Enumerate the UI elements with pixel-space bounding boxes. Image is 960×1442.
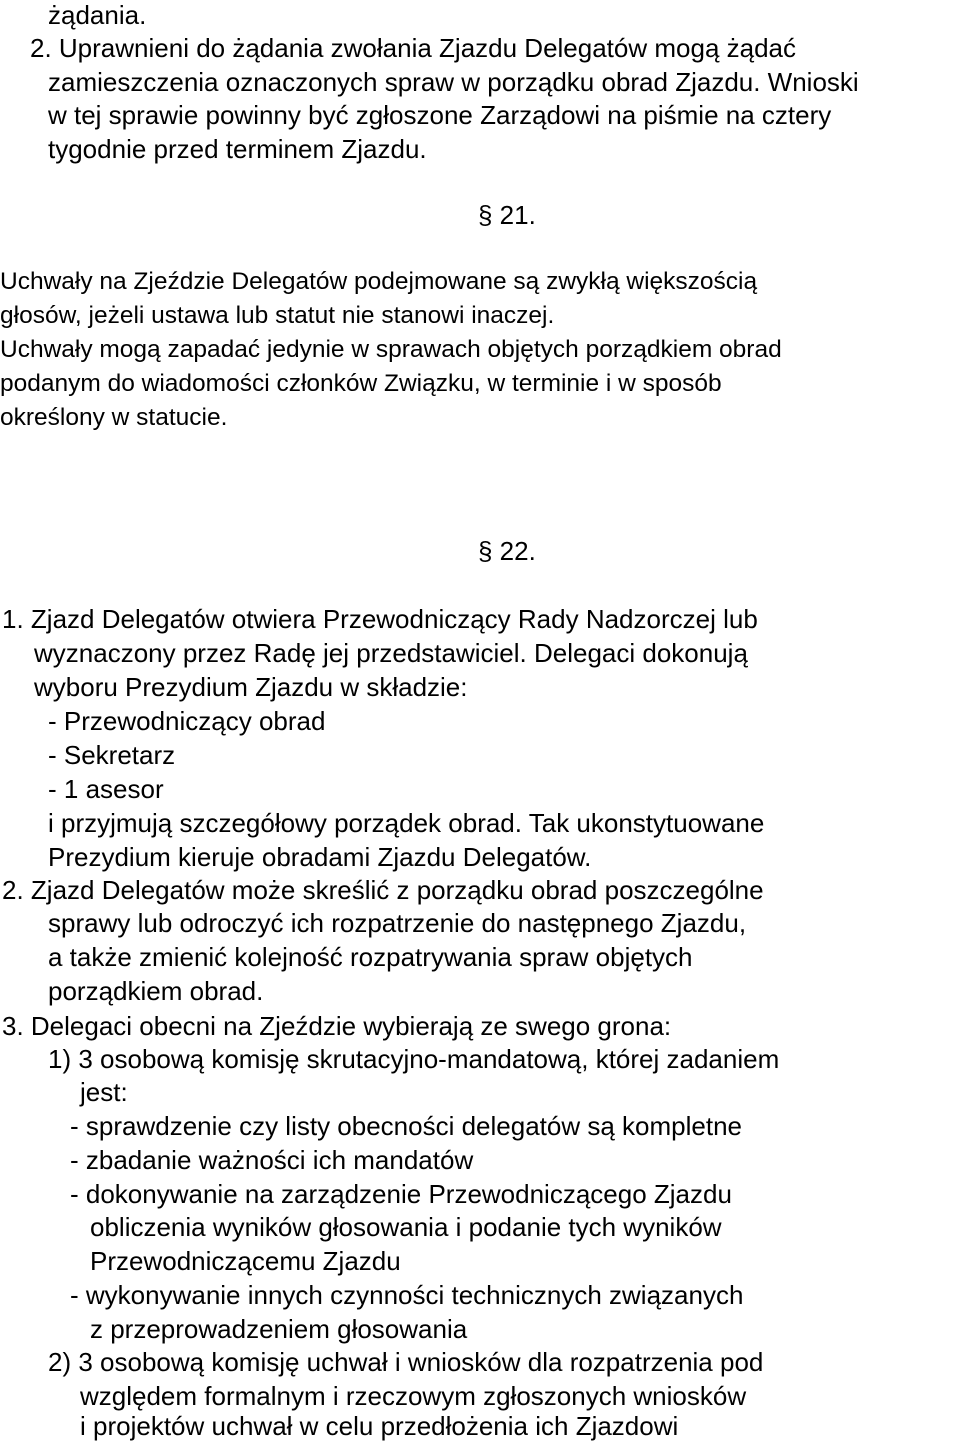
text-line: 2. Uprawnieni do żądania zwołania Zjazdu Delegatów mogą żądać: [30, 33, 797, 63]
list-item: 1) 3 osobową komisję skrutacyjno-mandatową, której zadaniem: [48, 1044, 780, 1074]
section-heading: § 21.: [478, 200, 536, 230]
list-item: - Przewodniczący obrad: [48, 706, 326, 736]
text-line: porządkiem obrad.: [48, 976, 264, 1006]
text-line: Przewodniczącemu Zjazdu: [90, 1246, 401, 1276]
text-line: obliczenia wyników głosowania i podanie tych wyników: [90, 1212, 722, 1242]
text-line: Uchwały mogą zapadać jedynie w sprawach objętych porządkiem obrad: [0, 336, 782, 363]
section-heading: § 22.: [478, 536, 536, 566]
text-line: 1. Zjazd Delegatów otwiera Przewodniczący Rady Nadzorczej lub: [2, 604, 758, 634]
text-line: 3. Delegaci obecni na Zjeździe wybierają ze swego grona:: [2, 1011, 672, 1041]
text-line: 2. Zjazd Delegatów może skreślić z porządku obrad poszczególne: [2, 875, 764, 905]
text-line: żądania.: [48, 0, 147, 30]
text-line: jest:: [80, 1077, 128, 1107]
text-line: z przeprowadzeniem głosowania: [90, 1314, 468, 1344]
list-item: - Sekretarz: [48, 740, 176, 770]
text-line: i projektów uchwał w celu przedłożenia ich Zjazdowi: [80, 1411, 679, 1441]
list-item: - zbadanie ważności ich mandatów: [70, 1145, 474, 1175]
list-item: - wykonywanie innych czynności technicznych związanych: [70, 1280, 744, 1310]
text-line: zamieszczenia oznaczonych spraw w porządku obrad Zjazdu. Wnioski: [48, 67, 859, 97]
list-item: - 1 asesor: [48, 774, 164, 804]
text-line: sprawy lub odroczyć ich rozpatrzenie do następnego Zjazdu,: [48, 908, 747, 938]
text-line: a także zmienić kolejność rozpatrywania spraw objętych: [48, 942, 693, 972]
text-line: podanym do wiadomości członków Związku, w terminie i w sposób: [0, 370, 722, 397]
text-line: w tej sprawie powinny być zgłoszone Zarządowi na piśmie na cztery: [48, 100, 832, 130]
list-item: - sprawdzenie czy listy obecności delegatów są kompletne: [70, 1111, 743, 1141]
text-line: Uchwały na Zjeździe Delegatów podejmowane są zwykłą większością: [0, 268, 758, 295]
text-line: tygodnie przed terminem Zjazdu.: [48, 134, 427, 164]
text-line: określony w statucie.: [0, 404, 228, 431]
list-item: - dokonywanie na zarządzenie Przewodniczącego Zjazdu: [70, 1179, 732, 1209]
text-line: wyboru Prezydium Zjazdu w składzie:: [34, 672, 468, 702]
list-item: 2) 3 osobową komisję uchwał i wniosków dla rozpatrzenia pod: [48, 1347, 764, 1377]
text-line: głosów, jeżeli ustawa lub statut nie stanowi inaczej.: [0, 302, 555, 329]
text-line: i przyjmują szczegółowy porządek obrad. Tak ukonstytuowane: [48, 808, 765, 838]
text-line: wyznaczony przez Radę jej przedstawiciel. Delegaci dokonują: [34, 638, 748, 668]
text-line: Prezydium kieruje obradami Zjazdu Delegatów.: [48, 842, 592, 872]
text-line: względem formalnym i rzeczowym zgłoszonych wniosków: [80, 1381, 747, 1411]
